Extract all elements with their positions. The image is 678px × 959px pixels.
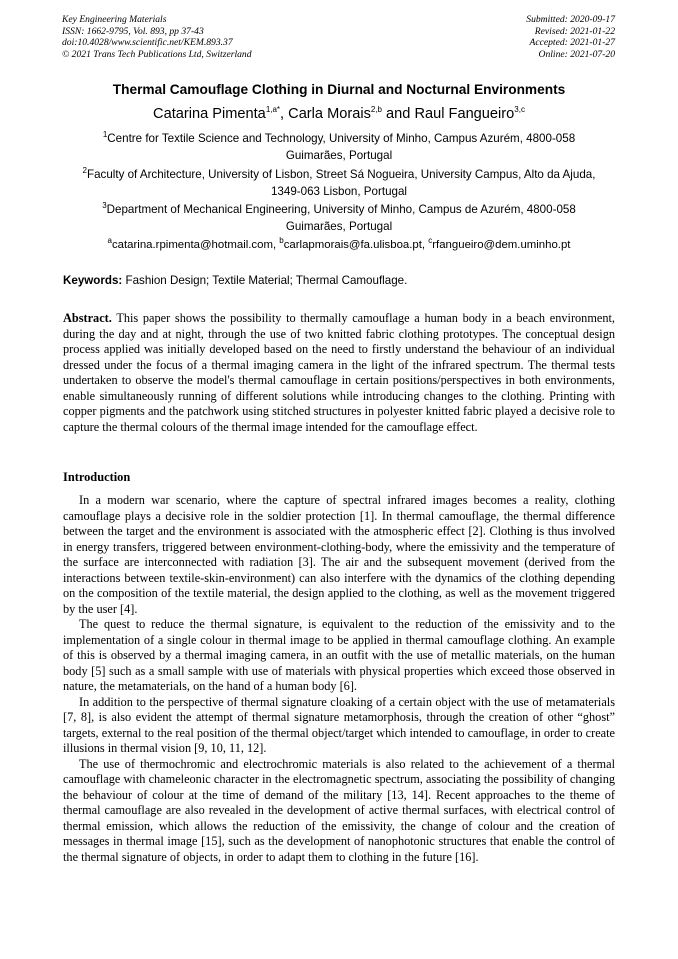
email-mark: b bbox=[279, 236, 284, 246]
paragraph: The quest to reduce the thermal signature, is equivalent to the reduction of the emissivity and to the implementation of a single colour in thermal image to be applied in thermal camouflage clothing. An example of this is observed by a thermal imaging camera, in an outfit with the use of metallic materials, on the human body [5] such as a small sample with use of materials with physical properties which exceed those observed in nature, the metamaterials, on the hand of a human body [6]. bbox=[63, 617, 615, 693]
email-address: catarina.rpimenta@hotmail.com, bbox=[111, 239, 280, 251]
abstract-label: Abstract. bbox=[63, 311, 112, 325]
author-affiliation-mark: 2,b bbox=[370, 105, 382, 115]
copyright-line: © 2021 Trans Tech Publications Ltd, Switzerland bbox=[62, 48, 252, 60]
abstract bbox=[63, 311, 615, 435]
author-emails bbox=[40, 237, 638, 254]
journal-info bbox=[62, 14, 252, 60]
accepted-date: Accepted: 2021-01-27 bbox=[529, 37, 615, 49]
author-list bbox=[40, 105, 638, 123]
email-address: carlapmorais@fa.ulisboa.pt, bbox=[283, 239, 429, 251]
email-mark: c bbox=[428, 236, 433, 246]
paragraph: In addition to the perspective of thermal signature cloaking of a certain object with the use of metamaterials [7, 8], is also evident the attempt of thermal signature metamorphosis, through the creation of other “ghost” targets, external to the real position of the thermal object/target which intended to camouflage, in order to create illusions in thermal vision [9, 10, 11, 12]. bbox=[63, 694, 615, 755]
author-affiliation-mark: 3,c bbox=[514, 105, 525, 115]
affiliation bbox=[74, 130, 604, 164]
keywords-text: Fashion Design; Textile Material; Thermal Camouflage. bbox=[122, 274, 408, 287]
affiliation bbox=[74, 201, 604, 235]
affiliation-text: Faculty of Architecture, University of Lisbon, Street Sá Nogueira, University Campus, Alto da Ajuda, 1349-063 Lisbon, Portugal bbox=[87, 168, 596, 198]
author-name: Catarina Pimenta bbox=[153, 106, 266, 122]
author-affiliation-mark: 1,a* bbox=[265, 105, 281, 115]
submitted-date: Submitted: 2020-09-17 bbox=[526, 14, 615, 25]
affiliation-number: 2 bbox=[82, 166, 87, 176]
author-name: Carla Morais bbox=[288, 106, 371, 122]
publication-dates bbox=[526, 14, 615, 60]
paper-title: Thermal Camouflage Clothing in Diurnal and Nocturnal Environments bbox=[112, 82, 566, 97]
keywords bbox=[63, 273, 623, 289]
author-separator: , bbox=[280, 106, 289, 122]
affiliation bbox=[74, 166, 604, 200]
doi-line: doi:10.4028/www.scientific.net/KEM.893.37 bbox=[62, 37, 233, 49]
affiliation-number: 3 bbox=[102, 201, 107, 211]
abstract-text: This paper shows the possibility to thermally camouflage a human body in a beach environment, during the day and at night, through the use of two knitted fabric clothing prototypes. The conceptual design process applied was initially developed based on the need to firstly understand the behaviour of an individual dressed under the focus of a thermal imaging camera in the light of the infrared spectrum. The thermal tests undertaken to observe the model's thermal camouflage in certain positions/perspectives in both environments, enable simultaneously running of different solutions while introducing changes to the clothing. Printing with copper pigments and the patchwork using stitched structures in polyester knitted fabric played a decisive role to capture the thermal colours of the thermal image intended for the camouflage effect. bbox=[63, 311, 615, 434]
paragraph: In a modern war scenario, where the capture of spectral infrared images becomes a reality, clothing camouflage plays a decisive role in the soldier protection [1]. In thermal camouflage, the thermal difference between the target and the environment is associated with the atmospheric effect [2]. Clothing is thus involved in energy transfers, triggered between environment-clothing-body, where the emissivity and the temperature of the surface are interconnected with radiation [3]. The air and the subsequent movement (derived from the interactions between textile-skin-environment) can also interfere with the dynamics of the clothing depending on the composition of the textile material, the design applied to the clothing, as well as the movement triggered by the user [4]. bbox=[63, 493, 615, 616]
author-separator: and bbox=[382, 106, 415, 122]
email-mark: a bbox=[107, 236, 112, 246]
online-date: Online: 2021-07-20 bbox=[538, 48, 615, 60]
journal-name: Key Engineering Materials bbox=[62, 14, 167, 25]
revised-date: Revised: 2021-01-22 bbox=[534, 25, 615, 37]
section-heading-introduction: Introduction bbox=[63, 470, 131, 484]
author-name: Raul Fangueiro bbox=[414, 106, 515, 122]
keywords-label: Keywords: bbox=[63, 274, 123, 287]
issn-line: ISSN: 1662-9795, Vol. 893, pp 37-43 bbox=[62, 25, 204, 37]
paragraph: The use of thermochromic and electrochromic materials is also related to the achievement of a thermal camouflage with chameleonic character in the electromagnetic spectrum, associating the possibility of changing the behaviour of colour at the time of demand of the military [13, 14]. Recent approaches to the theme of thermal camouflage are also revealed in the development of active thermal surfaces, with electrical control of thermal emission, which allows the reduction of the emissivity, the change of colour and the creation of messages in thermal image [15], such as the development of nanophotonic structures that enable the control of the thermal signature of objects, in order to adapt them to clothing in the future [16]. bbox=[63, 756, 615, 864]
introduction-body bbox=[63, 493, 615, 865]
affiliation-text: Department of Mechanical Engineering, University of Minho, Campus de Azurém, 4800-058 Guimarães, Portugal bbox=[106, 203, 576, 233]
affiliation-text: Centre for Textile Science and Technology, University of Minho, Campus Azurém, 4800-058 Guimarães, Portugal bbox=[107, 132, 576, 162]
email-address: rfangueiro@dem.uminho.pt bbox=[432, 239, 571, 251]
affiliation-number: 1 bbox=[102, 130, 108, 140]
